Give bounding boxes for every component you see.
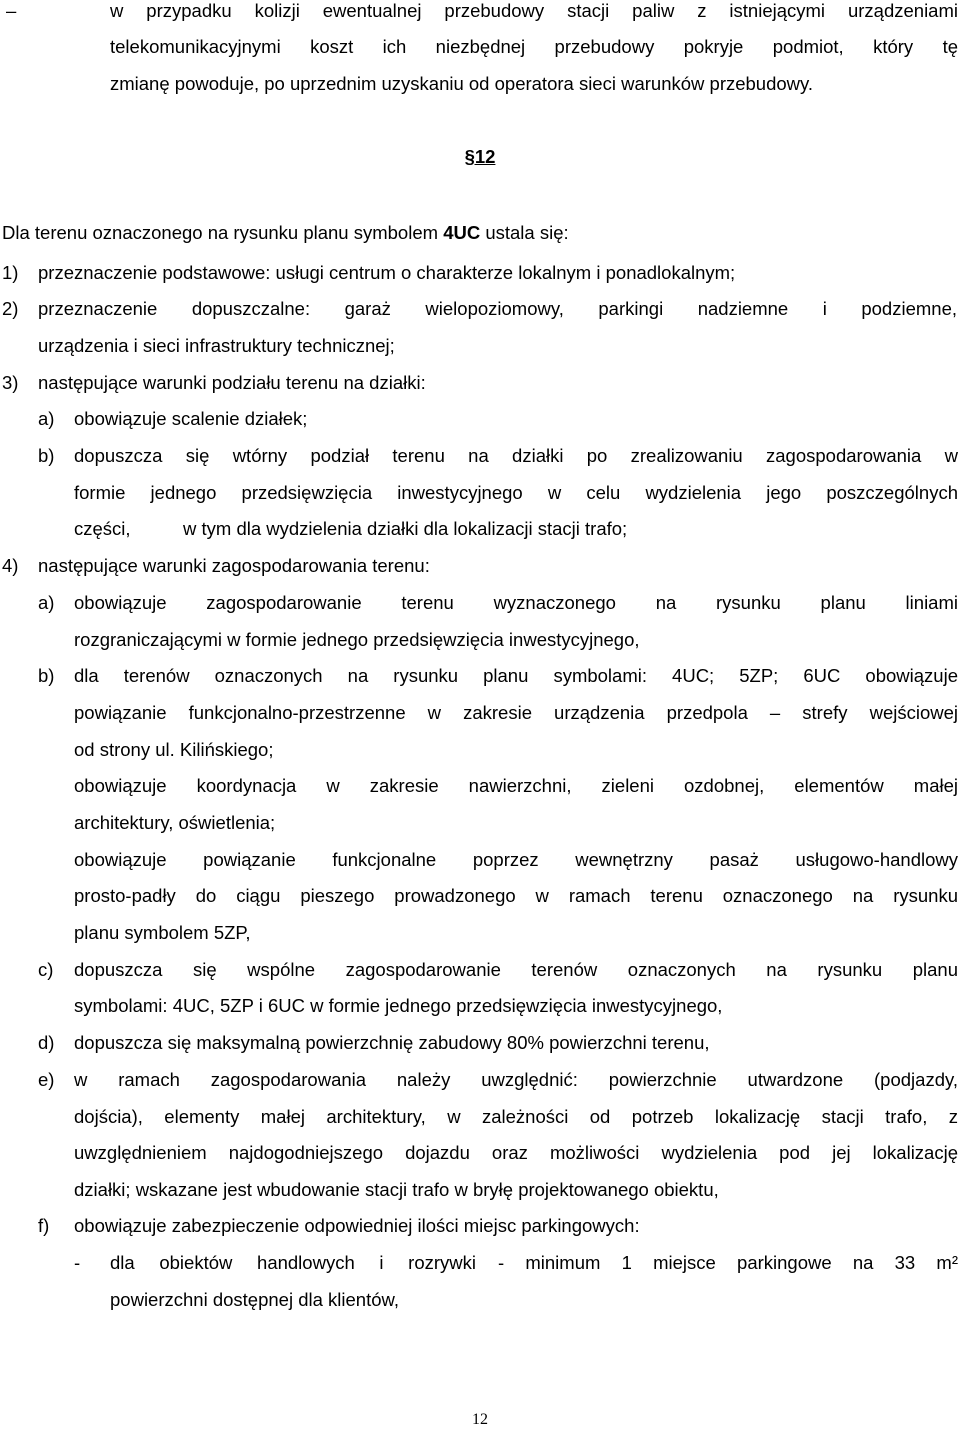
- paragraph-line: w przypadku kolizji ewentualnej przebudowy stacji paliw z istniejącymi urządzeniami: [110, 0, 958, 21]
- section-heading: §12: [464, 146, 496, 167]
- subitem-text: części,: [74, 518, 131, 539]
- subitem-text: formie jednego przedsięwzięcia inwestycyjnego w celu wydzielenia jego poszczególnych: [74, 482, 958, 503]
- item-text: przeznaczenie dopuszczalne: garaż wielopoziomowy, parkingi nadziemne i podziemne,: [38, 298, 957, 319]
- parking-rule-value: - minimum 1 miejsce parkingowe na 33 m²: [498, 1252, 958, 1273]
- subitem-letter: d): [38, 1032, 55, 1053]
- list-dash: –: [6, 0, 17, 21]
- subitem-text: od strony ul. Kilińskiego;: [74, 739, 274, 760]
- item-text: przeznaczenie podstawowe: usługi centrum o charakterze lokalnym i ponadlokalnym;: [38, 262, 736, 283]
- subitem-letter: a): [38, 408, 55, 429]
- page-number: 12: [472, 1411, 488, 1428]
- zone-symbol: 4UC: [443, 222, 481, 243]
- subitem-text: działki; wskazane jest wbudowanie stacji trafo w bryłę projektowanego obiektu,: [74, 1179, 719, 1200]
- item-text: urządzenia i sieci infrastruktury technicznej;: [38, 335, 395, 356]
- item-number: 2): [2, 298, 19, 319]
- paragraph-line: zmianę powoduje, po uprzednim uzyskaniu od operatora sieci warunków przebudowy.: [110, 73, 814, 94]
- subitem-text: dopuszcza się maksymalną powierzchnię zabudowy 80% powierzchni terenu,: [74, 1032, 710, 1053]
- item-number: 1): [2, 262, 19, 283]
- subitem-text: w tym dla wydzielenia działki dla lokalizacji stacji trafo;: [183, 518, 628, 539]
- subitem-text: obowiązuje zagospodarowanie terenu wyznaczonego na rysunku planu liniami: [74, 592, 958, 613]
- section-intro: Dla terenu oznaczonego na rysunku planu symbolem 4UC ustala się:: [2, 222, 569, 243]
- subitem-letter: b): [38, 445, 55, 466]
- subitem-text: architektury, oświetlenia;: [74, 812, 276, 833]
- subitem-letter: c): [38, 959, 54, 980]
- subitem-text: prosto-padły do ciągu pieszego prowadzonego w ramach terenu oznaczonego na rysunku: [74, 885, 958, 906]
- item-number: 4): [2, 555, 19, 576]
- subitem-text: uwzględnieniem najdogodniejszego dojazdu oraz możliwości wydzielenia pod jej lokalizację: [74, 1142, 958, 1163]
- item-text: następujące warunki zagospodarowania terenu:: [38, 555, 430, 576]
- item-text: następujące warunki podziału terenu na działki:: [38, 372, 426, 393]
- subitem-text: w ramach zagospodarowania należy uwzględnić: powierzchnie utwardzone (podjazdy,: [74, 1069, 958, 1090]
- subitem-letter: b): [38, 665, 55, 686]
- subitem-text: dopuszcza się wspólne zagospodarowanie terenów oznaczonych na rysunku planu: [74, 959, 958, 980]
- subitem-letter: f): [38, 1215, 50, 1236]
- list-dash: -: [74, 1252, 81, 1273]
- subitem-text: obowiązuje scalenie działek;: [74, 408, 308, 429]
- subitem-letter: a): [38, 592, 55, 613]
- subitem-text: symbolami: 4UC, 5ZP i 6UC w formie jednego przedsięwzięcia inwestycyjnego,: [74, 995, 723, 1016]
- subitem-text: dojścia), elementy małej architektury, w zależności od potrzeb lokalizację stacji trafo, z: [74, 1106, 958, 1127]
- subitem-text: obowiązuje zabezpieczenie odpowiedniej ilości miejsc parkingowych:: [74, 1215, 640, 1236]
- subitem-text: dla terenów oznaczonych na rysunku planu symbolami: 4UC; 5ZP; 6UC obowiązuje: [74, 665, 958, 686]
- subitem-letter: e): [38, 1069, 55, 1090]
- subitem-text: powiązanie funkcjonalno-przestrzenne w zakresie urządzenia przedpola – strefy wejściowej: [74, 702, 958, 723]
- subitem-text: dopuszcza się wtórny podział terenu na działki po zrealizowaniu zagospodarowania w: [74, 445, 958, 466]
- subitem-text: rozgraniczającymi w formie jednego przedsięwzięcia inwestycyjnego,: [74, 629, 640, 650]
- subitem-text: planu symbolem 5ZP,: [74, 922, 251, 943]
- paragraph-line: telekomunikacyjnymi koszt ich niezbędnej przebudowy pokryje podmiot, który tę: [110, 36, 958, 57]
- subitem-text: obowiązuje koordynacja w zakresie nawierzchni, zieleni ozdobnej, elementów małej: [74, 775, 958, 796]
- item-number: 3): [2, 372, 19, 393]
- parking-rule-label: dla obiektów handlowych i rozrywki: [110, 1252, 476, 1273]
- subitem-text: powierzchni dostępnej dla klientów,: [110, 1289, 399, 1310]
- subitem-text: obowiązuje powiązanie funkcjonalne poprzez wewnętrzny pasaż usługowo-handlowy: [74, 849, 958, 870]
